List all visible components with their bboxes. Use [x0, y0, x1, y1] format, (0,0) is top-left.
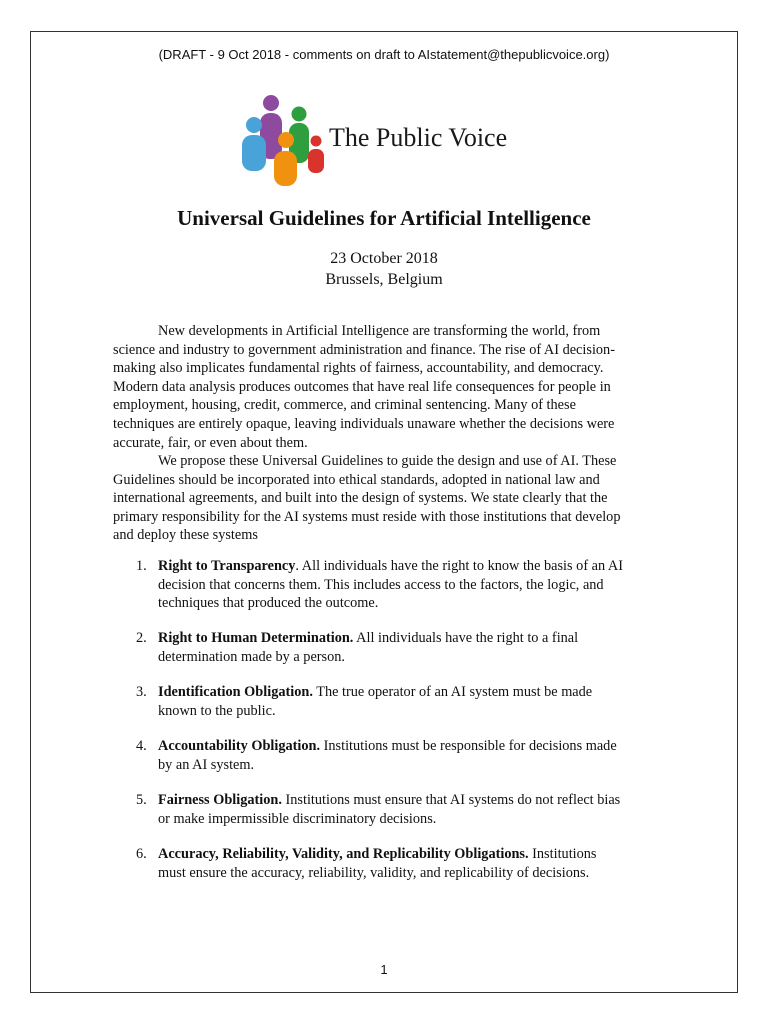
guideline-text: determination made by a person.: [158, 648, 345, 665]
guideline-text: . All individuals have the right to know the basis of an AI: [295, 558, 624, 574]
document-place: Brussels, Belgium: [325, 271, 443, 288]
list-number: 3.: [136, 684, 147, 700]
paragraph-line: accurate, fair, or even about them.: [113, 434, 308, 451]
public-voice-logo: [240, 94, 530, 189]
guideline-text: by an AI system.: [158, 756, 255, 773]
guideline-heading: Fairness Obligation.: [158, 792, 282, 808]
logo-figure-blue-body: [242, 135, 266, 171]
draft-note: (DRAFT - 9 Oct 2018 - comments on draft to AIstatement@thepublicvoice.org): [158, 47, 610, 62]
logo-figure-orange-head: [278, 132, 294, 148]
guideline-text: techniques that produced the outcome.: [158, 595, 379, 612]
list-number: 2.: [136, 630, 147, 646]
paragraph-line: New developments in Artificial Intelligence are transforming the world, from: [158, 323, 601, 339]
paragraph-line: Modern data analysis produces outcomes that have real life consequences for people in: [113, 378, 611, 395]
paragraph-line: international agreements, and built into the design of systems. We state clearly that the: [113, 490, 608, 507]
paragraph-line: We propose these Universal Guidelines to guide the design and use of AI. These: [158, 453, 617, 469]
list-number: 5.: [136, 792, 147, 808]
logo-figure-red-body: [308, 149, 324, 173]
paragraph-line: Guidelines should be incorporated into ethical standards, adopted in national law and: [113, 471, 600, 488]
paragraph-line: science and industry to government administration and finance. The rise of AI decision-: [113, 341, 615, 358]
list-number: 4.: [136, 738, 147, 754]
guideline-text: decision that concerns them. This includes access to the factors, the logic, and: [158, 576, 604, 593]
paragraph-line: and deploy these systems: [113, 527, 258, 544]
guideline-heading: Right to Human Determination.: [158, 630, 354, 646]
guideline-heading: Identification Obligation.: [158, 684, 313, 700]
document-title: Universal Guidelines for Artificial Intelligence: [177, 206, 591, 230]
page-number: 1: [380, 962, 388, 977]
guideline-heading: Right to Transparency: [158, 558, 296, 574]
logo-figure-purple-head: [263, 95, 279, 111]
list-number: 1.: [136, 558, 147, 574]
paragraph-line: primary responsibility for the AI systems must reside with those institutions that develop: [113, 508, 621, 525]
guideline-text: Institutions: [528, 846, 597, 862]
guideline-heading: Accountability Obligation.: [158, 738, 321, 754]
logo-figure-blue-head: [246, 117, 262, 133]
intro-paragraph: [113, 322, 673, 452]
logo-figure-orange-body: [274, 151, 297, 186]
guideline-text: All individuals have the right to a final: [353, 630, 579, 646]
guideline-text: Institutions must be responsible for decisions made: [320, 738, 617, 754]
guideline-text: Institutions must ensure that AI systems do not reflect bias: [281, 792, 621, 808]
proposal-paragraph: [113, 452, 673, 545]
logo-text: The Public Voice: [329, 123, 508, 152]
list-number: 6.: [136, 846, 147, 862]
logo-figure-red-head: [311, 136, 322, 147]
guideline-text: The true operator of an AI system must be made: [312, 684, 593, 700]
people-figures-icon: [240, 94, 330, 189]
guideline-text: known to the public.: [158, 702, 276, 719]
paragraph-line: making also implicates fundamental rights of fairness, accountability, and democracy.: [113, 360, 604, 377]
guideline-text: or make impermissible discriminatory decisions.: [158, 810, 437, 827]
guideline-heading: Accuracy, Reliability, Validity, and Replicability Obligations.: [158, 846, 529, 862]
paragraph-line: employment, housing, credit, commerce, and criminal sentencing. Many of these: [113, 397, 576, 414]
paragraph-line: techniques are entirely opaque, leaving individuals unaware whether the decisions were: [113, 415, 615, 432]
guideline-text: must ensure the accuracy, reliability, validity, and replicability of decisions.: [158, 864, 590, 881]
document-date: 23 October 2018: [330, 250, 438, 267]
logo-figure-green-head: [292, 107, 307, 122]
